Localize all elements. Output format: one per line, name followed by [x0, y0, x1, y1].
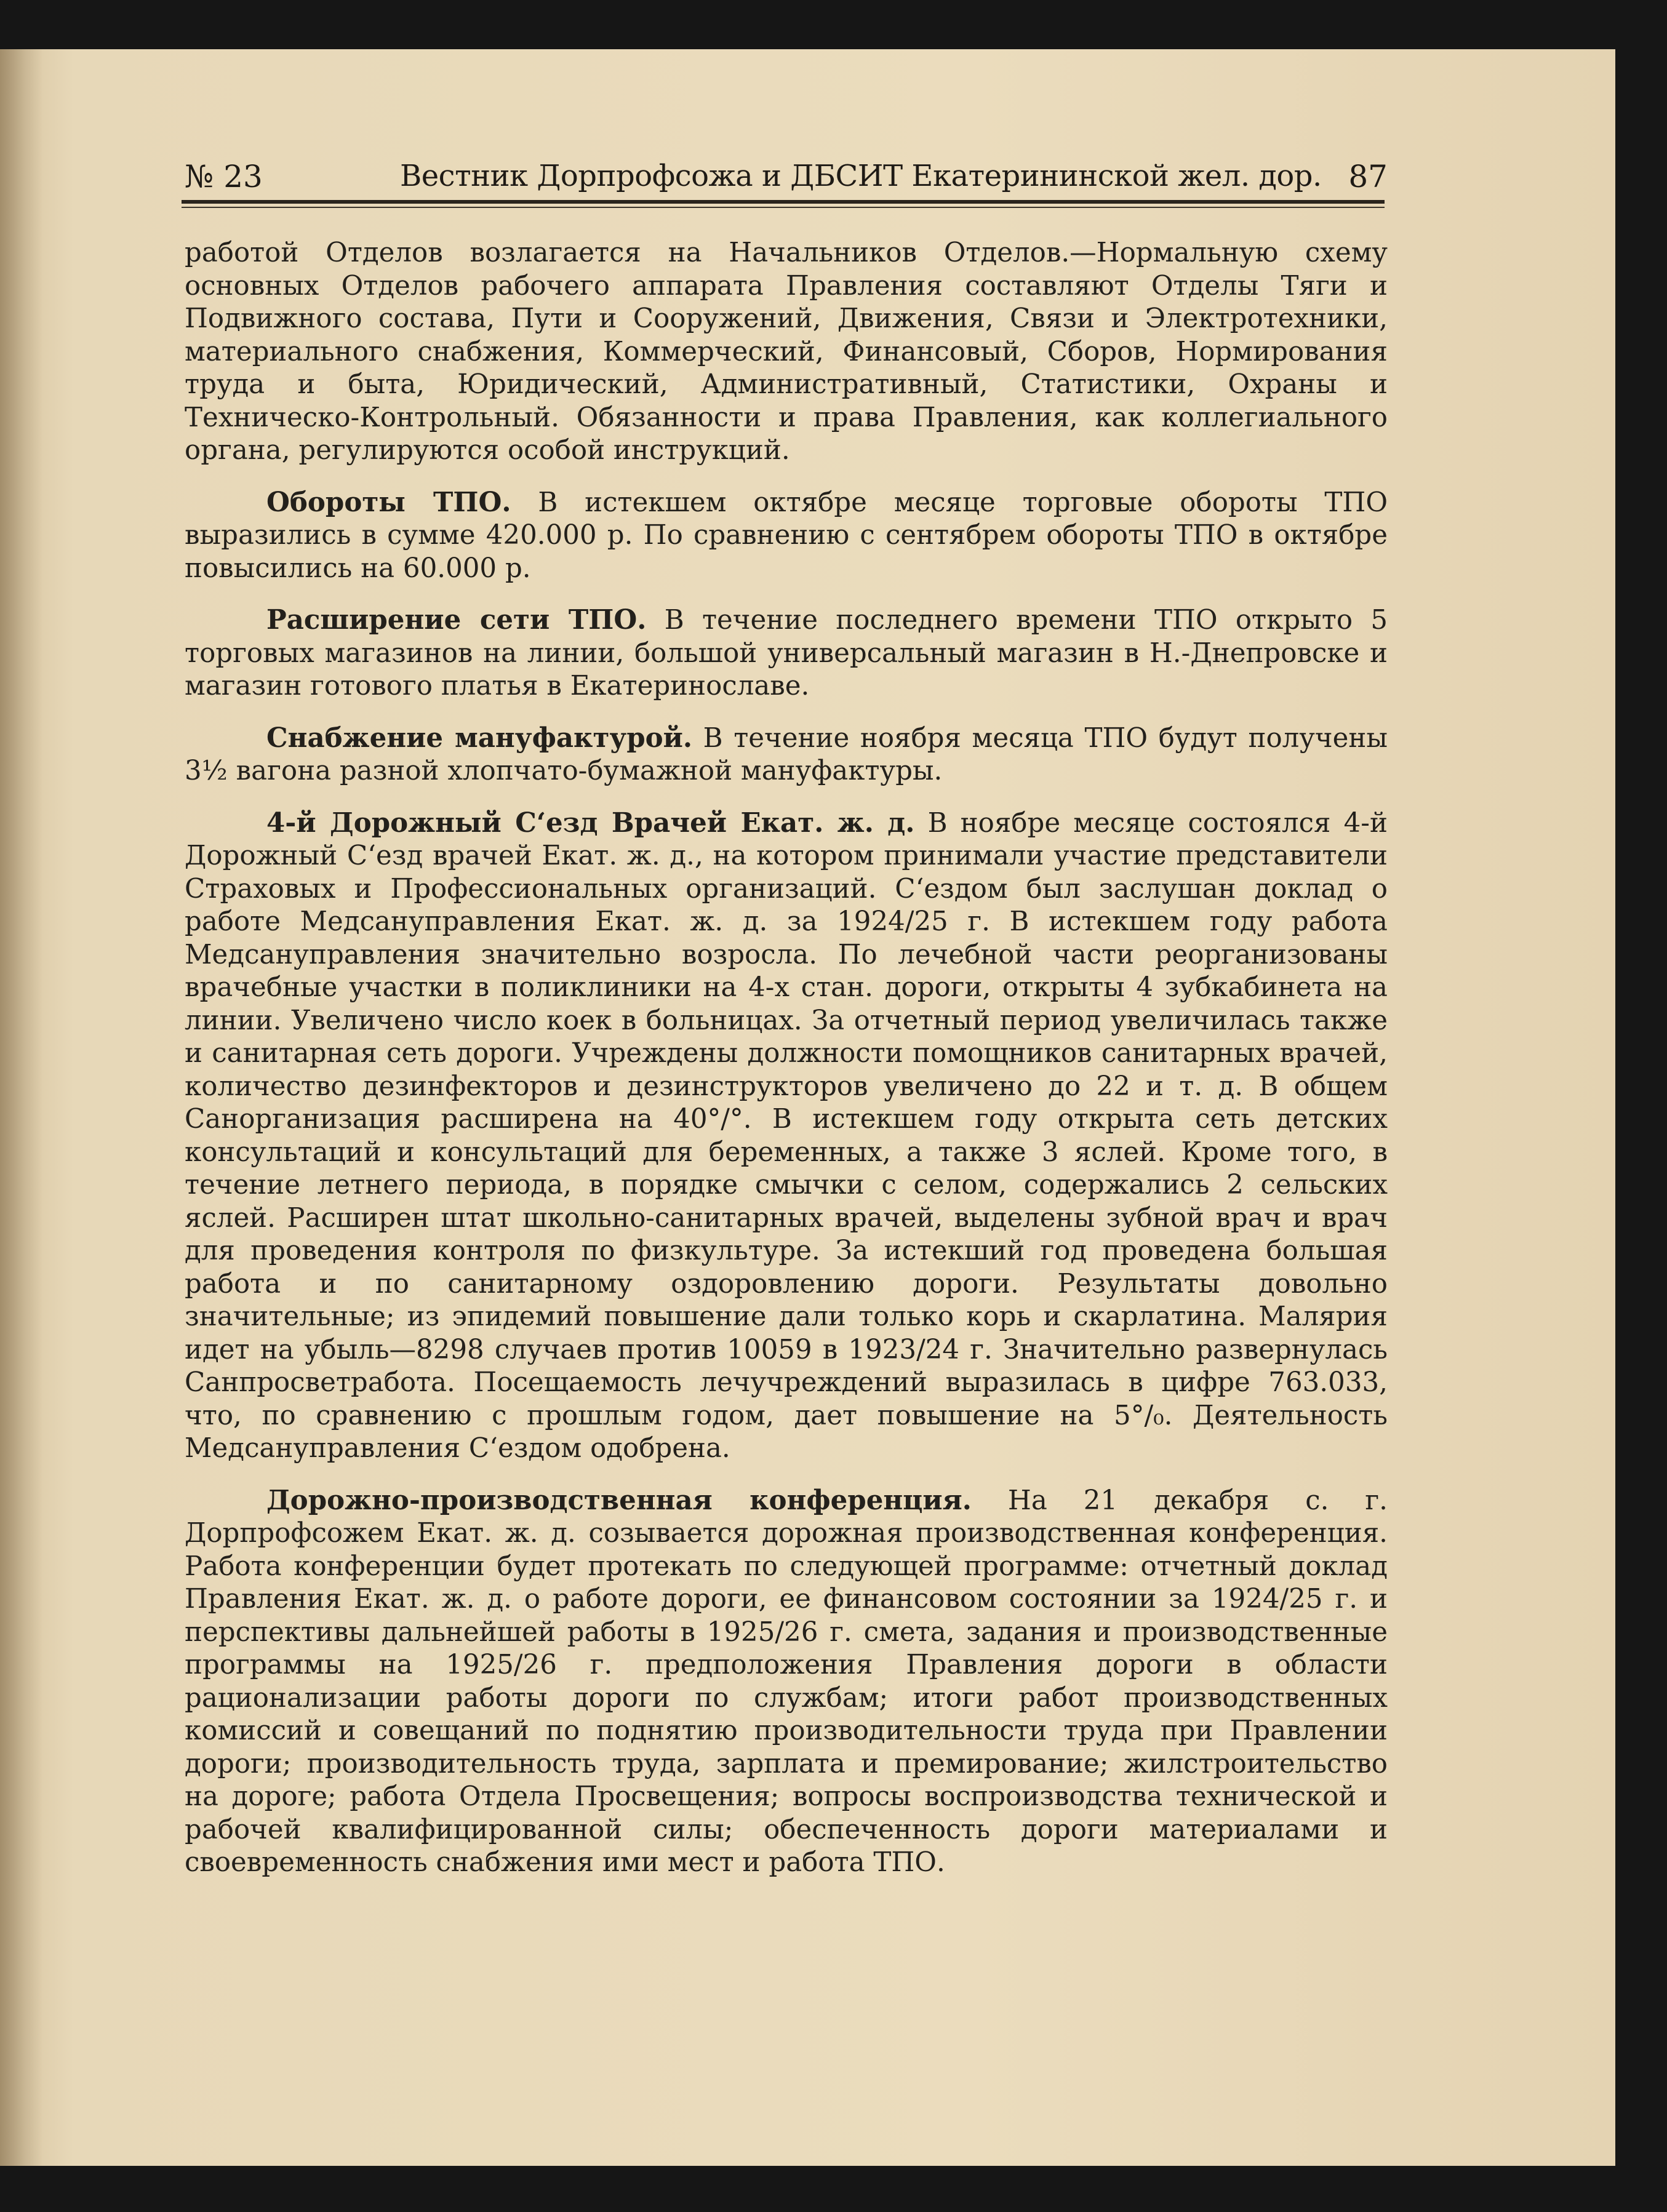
- paragraph-doctors-congress: [185, 807, 1388, 1466]
- journal-title: Вестник Дорпрофсожа и ДБСИТ Екатерининской жел. дор.: [400, 159, 1322, 193]
- paragraph-tpo-turnover: [185, 486, 1388, 586]
- running-header: [185, 154, 1388, 197]
- paragraph-text: В течение ноября месяца ТПО будут получены 3½ вагона разной хлопчато-бумажной мануфактуры.: [185, 722, 1388, 786]
- paragraph-heading: Снабжение мануфактурой.: [266, 722, 693, 754]
- paragraph-manufactures: [185, 722, 1388, 788]
- paragraph-continuation: [185, 237, 1388, 468]
- paragraph-text: В течение последнего времени ТПО открыто 5 торговых магазинов на линии, большой универсальный магазин в Н.-Днепровске и магазин готового платья в Екатеринославе.: [185, 605, 1388, 701]
- header-rule: [182, 200, 1385, 204]
- paragraph-text: В ноябре месяце состоялся 4-й Дорожный С‘езд врачей Екат. ж. д., на котором принимали участие представители Страховых и Профессиональных организаций. С‘ездом был заслушан доклад о работе Медсануправления Екат. ж. д. за 1924/25 г. В истекшем году работа Медсануправления значительно возросла. По лечебной части реорганизованы врачебные участки в поликлиники на 4-х стан. дороги, открыты 4 зубкабинета на линии. Увеличено число коек в больницах. За отчетный период увеличилась также и санитарная сеть дороги. Учреждены должности помощников санитарных врачей, количество дезинфекторов и дезинструкторов увеличено до 22 и т. д. В общем Санорганизация расширена на 40°/°. В истекшем году открыта сеть детских консультаций и консультаций для беременных, а также 3 яслей. Кроме того, в течение летнего периода, в порядке смычки с селом, содержались 2 сельских яслей. Расширен штат школьно-санитарных врачей, выделены зубной врач и врач для проведения контроля по физкультуре. За истекший год проведена большая работа и по санитарному оздоровлению дороги. Результаты довольно значительные; из эпидемий повышение дали только корь и скарлатина. Малярия идет на убыль—8298 случаев против 10059 в 1923/24 г. Значительно развернулась Санпросветработа. Посещаемость лечучреждений выразилась в цифре 763.033, что, по сравнению с прошлым годом, дает повышение на 5°/₀. Деятельность Медсануправления С‘ездом одобрена.: [185, 807, 1388, 1464]
- paragraph-heading: Расширение сети ТПО.: [266, 604, 647, 636]
- paragraph-heading: Дорожно-производственная конференция.: [266, 1484, 972, 1516]
- article-body: [185, 237, 1388, 1880]
- page-number: 87: [1348, 159, 1388, 194]
- paragraph-heading: Обороты ТПО.: [266, 486, 511, 518]
- paragraph-text: В истекшем октябре месяце торговые обороты ТПО выразились в сумме 420.000 р. По сравнению с сентябрем обороты ТПО в октябре повысились на 60.000 р.: [185, 487, 1388, 584]
- paragraph-text: работой Отделов возлагается на Начальников Отделов.—Нормальную схему основных Отделов рабочего аппарата Правления составляют Отделы Тяги и Подвижного состава, Пути и Сооружений, Движения, Связи и Электротехники, материального снабжения, Коммерческий, Финансовый, Сборов, Нормирования труда и быта, Юридический, Административный, Статистики, Охраны и Техническо-Контрольный. Обязанности и права Правления, как коллегиального органа, регулируются особой инструкций.: [185, 238, 1388, 466]
- paragraph-production-conference: [185, 1484, 1388, 1880]
- issue-number: № 23: [185, 159, 263, 194]
- scanned-page: [0, 49, 1615, 2166]
- paragraph-tpo-network: [185, 604, 1388, 703]
- spine-shadow: [0, 49, 43, 2166]
- paragraph-heading: 4-й Дорожный С‘езд Врачей Екат. ж. д.: [266, 807, 915, 839]
- paragraph-text: На 21 декабря с. г. Дорпрофсожем Екат. ж. д. созывается дорожная производственная конференция. Работа конференции будет протекать по следующей программе: отчетный доклад Правления Екат. ж. д. о работе дороги, ее финансовом состоянии за 1924/25 г. и перспективы дальнейшей работы в 1925/26 г. смета, задания и производственные программы на 1925/26 г. предположения Правления дороги в области рационализации работы дороги по службам; итоги работ производственных комиссий и совещаний по поднятию производительности труда при Правлении дороги; производительность труда, зарплата и премирование; жилстроительство на дороге; работа Отдела Просвещения; вопросы воспроизводства технической и рабочей квалифицированной силы; обеспеченность дороги материалами и своевременность снабжения ими мест и работа ТПО.: [185, 1485, 1388, 1878]
